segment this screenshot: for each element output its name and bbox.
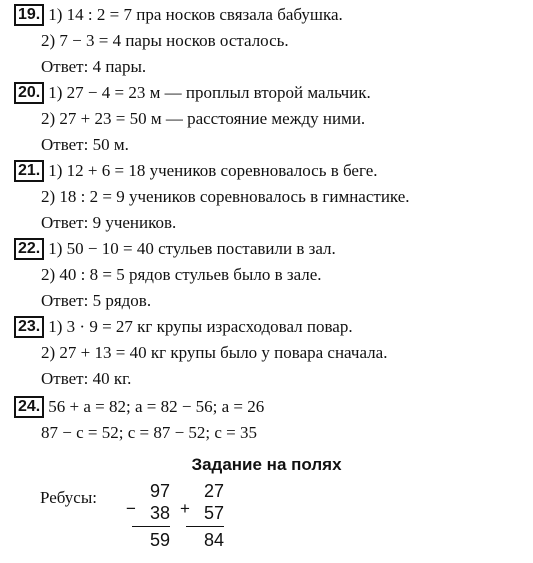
answer-line: Ответ: 4 пары. xyxy=(41,57,147,76)
problem-number: 22. xyxy=(14,238,44,260)
equation-line: 56 + а = 82; а = 82 − 56; а = 26 xyxy=(48,397,265,416)
answer-line: Ответ: 9 учеников. xyxy=(41,213,177,232)
problem-19 xyxy=(14,2,529,80)
margin-task-title: Задание на полях xyxy=(191,455,342,474)
solution-line: 2) 27 + 23 = 50 м — расстояние между ними. xyxy=(41,109,366,128)
problem-21 xyxy=(14,158,529,236)
problem-number: 21. xyxy=(14,160,44,182)
minus-sign: − xyxy=(126,499,136,518)
rebus-label: Ребусы: xyxy=(40,488,97,507)
answer-line: Ответ: 50 м. xyxy=(41,135,129,154)
problem-20 xyxy=(14,80,529,158)
solution-line: 1) 50 − 10 = 40 стульев поставили в зал. xyxy=(48,239,336,258)
solution-line: 1) 12 + 6 = 18 учеников соревновалось в беге. xyxy=(48,161,378,180)
problem-number: 23. xyxy=(14,316,44,338)
problem-24 xyxy=(14,394,529,446)
rebus-result: 59 xyxy=(149,530,170,550)
rebus-bottom-number: 38 xyxy=(149,503,170,523)
sum-line xyxy=(132,526,170,527)
rebus-bottom-number: 57 xyxy=(203,503,224,523)
solution-line: 1) 3 · 9 = 27 кг крупы израсходовал повар. xyxy=(48,317,353,336)
problem-number: 19. xyxy=(14,4,44,26)
problem-22 xyxy=(14,236,529,314)
rebus-addition xyxy=(182,480,224,551)
solution-line: 2) 40 : 8 = 5 рядов стульев было в зале. xyxy=(41,265,322,284)
problem-number: 20. xyxy=(14,82,44,104)
problem-23 xyxy=(14,314,529,392)
rebus-top-number: 27 xyxy=(203,481,224,501)
solution-line: 1) 14 : 2 = 7 пра носков связала бабушка. xyxy=(48,5,343,24)
rebus-top-number: 97 xyxy=(149,481,170,501)
solution-line: 2) 7 − 3 = 4 пары носков осталось. xyxy=(41,31,289,50)
equation-line: 87 − с = 52; с = 87 − 52; с = 35 xyxy=(41,423,258,442)
rebus-subtraction xyxy=(128,480,170,551)
answer-line: Ответ: 5 рядов. xyxy=(41,291,152,310)
solution-line: 2) 27 + 13 = 40 кг крупы было у повара сначала. xyxy=(41,343,388,362)
problem-number: 24. xyxy=(14,396,44,418)
solution-line: 2) 18 : 2 = 9 учеников соревновалось в гимнастике. xyxy=(41,187,410,206)
sum-line xyxy=(186,526,224,527)
plus-sign: + xyxy=(180,499,190,518)
solution-line: 1) 27 − 4 = 23 м — проплыл второй мальчик. xyxy=(48,83,371,102)
answer-line: Ответ: 40 кг. xyxy=(41,369,132,388)
rebus-result: 84 xyxy=(203,530,224,550)
